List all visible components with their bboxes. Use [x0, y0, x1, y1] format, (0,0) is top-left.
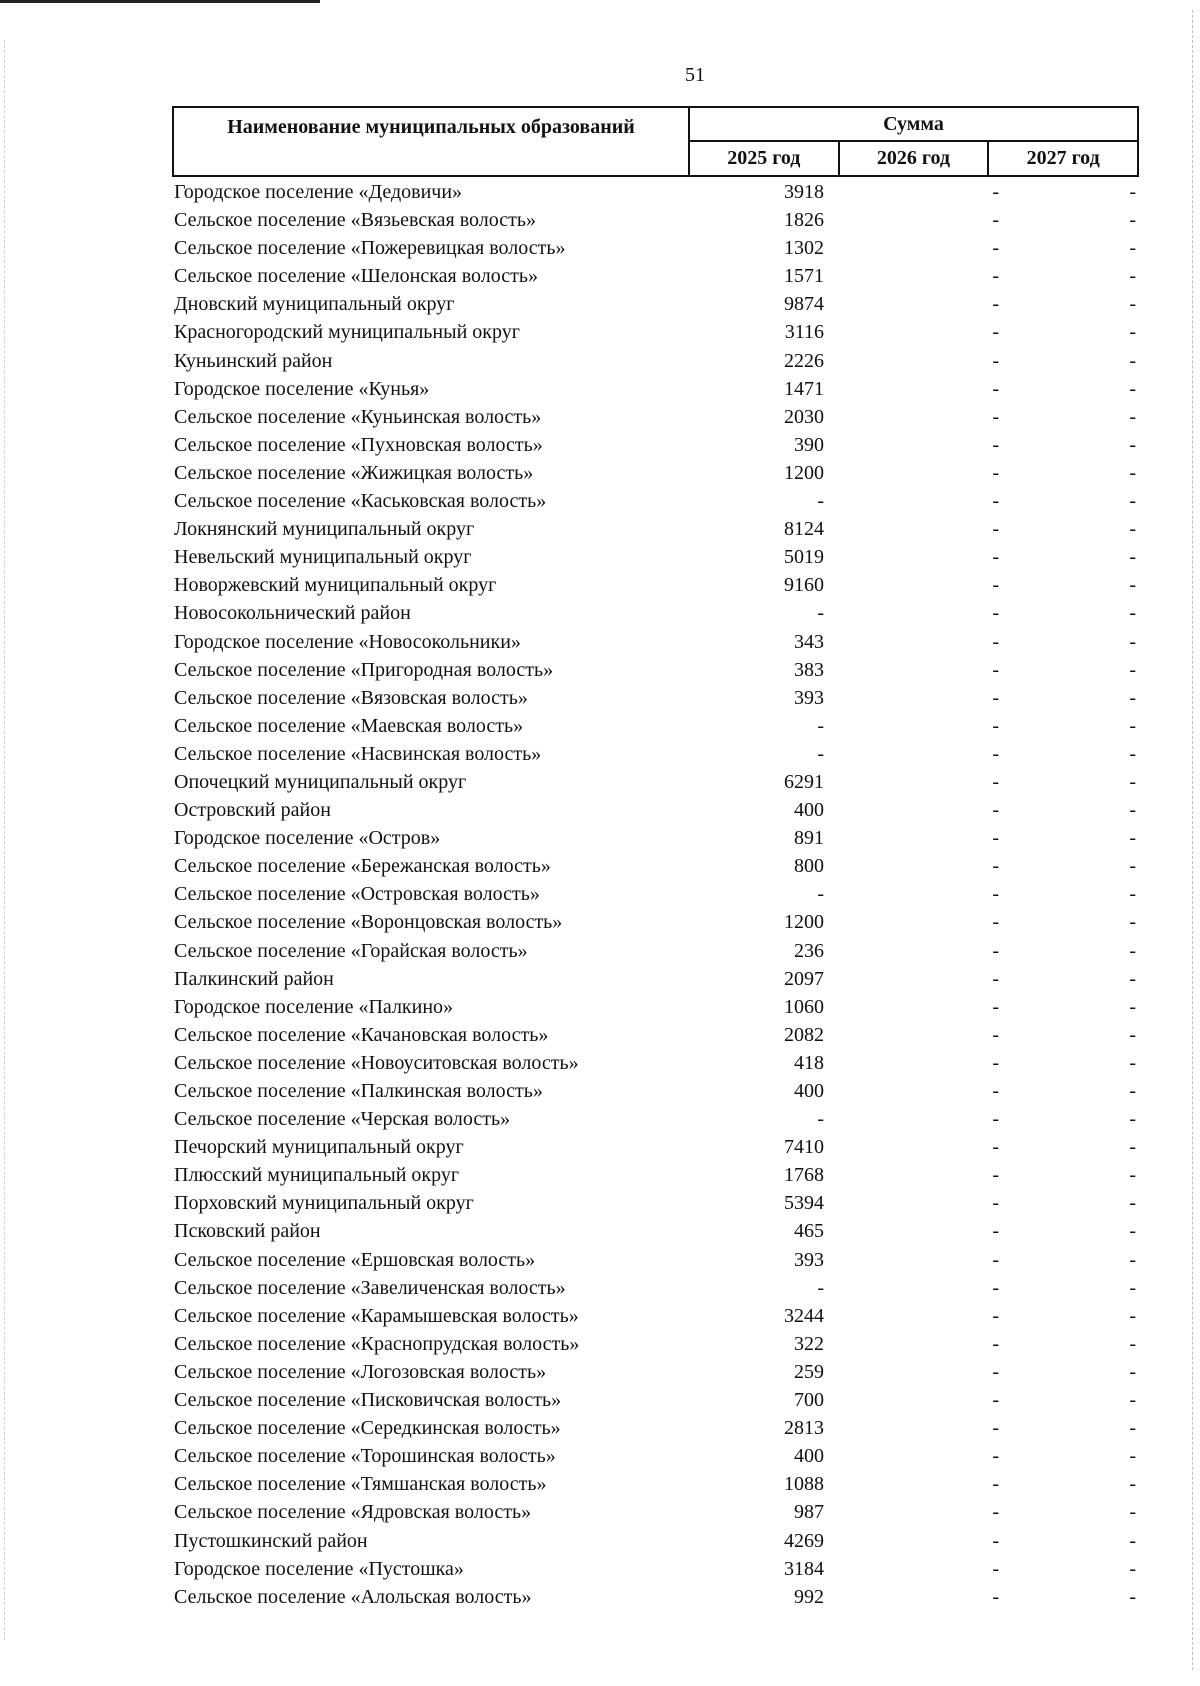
value-2025: 3184: [784, 1557, 824, 1580]
value-2027: -: [1129, 1080, 1136, 1102]
value-2027: -: [1129, 1501, 1136, 1524]
value-2025: 2226: [784, 349, 824, 372]
value-2027: -: [1129, 911, 1136, 934]
value-2025: 3918: [784, 181, 824, 203]
value-2027: -: [1129, 1164, 1136, 1187]
municipality-name: Сельское поселение «Насвинская волость»: [174, 742, 542, 765]
value-2027: -: [1129, 1389, 1136, 1412]
value-2027: -: [1129, 433, 1136, 456]
value-2025: 700: [794, 1389, 824, 1412]
value-2025: 1768: [784, 1164, 824, 1187]
municipality-name: Сельское поселение «Писковичская волость»: [174, 1389, 562, 1412]
value-2026: -: [992, 1557, 999, 1580]
value-2026: -: [992, 209, 999, 232]
value-2025: 6291: [784, 770, 824, 793]
value-2026: -: [992, 714, 999, 737]
municipality-name: Сельское поселение «Горайская волость»: [174, 939, 528, 962]
table-row: [174, 234, 1154, 262]
value-2027: -: [1129, 1304, 1136, 1327]
value-2026: -: [992, 1445, 999, 1468]
table-row: [174, 1189, 1154, 1217]
table-row: [174, 1133, 1154, 1161]
table-row: [174, 571, 1154, 599]
table-row: [174, 1049, 1154, 1077]
value-2026: -: [992, 1529, 999, 1552]
value-2027: -: [1129, 742, 1136, 765]
municipality-name: Сельское поселение «Качановская волость»: [174, 1023, 549, 1046]
value-2025: 8124: [784, 518, 824, 541]
value-2025: 393: [794, 686, 824, 709]
header-year-2025: 2025 год: [689, 141, 839, 176]
value-2027: -: [1129, 405, 1136, 428]
value-2025: -: [817, 1108, 824, 1131]
table-row: [174, 206, 1154, 234]
municipality-name: Сельское поселение «Шелонская волость»: [174, 265, 538, 288]
table-body: [174, 178, 1154, 1611]
value-2027: -: [1129, 883, 1136, 906]
value-2026: -: [992, 321, 999, 344]
value-2026: -: [992, 1080, 999, 1102]
value-2025: 987: [794, 1501, 824, 1524]
value-2026: -: [992, 855, 999, 878]
table-row: [174, 1021, 1154, 1049]
value-2027: -: [1129, 518, 1136, 541]
value-2027: -: [1129, 293, 1136, 316]
value-2025: -: [817, 490, 824, 513]
value-2026: -: [992, 967, 999, 990]
value-2027: -: [1129, 237, 1136, 260]
value-2027: -: [1129, 1248, 1136, 1271]
value-2026: -: [992, 770, 999, 793]
municipality-name: Печорский муниципальный округ: [174, 1136, 464, 1159]
value-2026: -: [992, 1473, 999, 1496]
municipality-name: Сельское поселение «Каськовская волость»: [174, 490, 547, 513]
table-row: [174, 375, 1154, 403]
municipality-name: Сельское поселение «Алольская волость»: [174, 1585, 532, 1608]
table-row: [174, 1161, 1154, 1189]
table-header: [172, 106, 1139, 177]
value-2027: -: [1129, 602, 1136, 625]
table-row: [174, 1246, 1154, 1274]
municipality-name: Сельское поселение «Логозовская волость»: [174, 1360, 547, 1383]
value-2027: -: [1129, 939, 1136, 962]
value-2026: -: [992, 293, 999, 316]
value-2025: 418: [794, 1051, 824, 1074]
value-2025: 7410: [784, 1136, 824, 1159]
value-2026: -: [992, 686, 999, 709]
value-2027: -: [1129, 1108, 1136, 1131]
table-row: [174, 712, 1154, 740]
municipality-name: Городское поселение «Палкино»: [174, 995, 454, 1018]
table-row: [174, 908, 1154, 936]
municipality-name: Плюсский муниципальный округ: [174, 1164, 460, 1187]
value-2025: 1060: [784, 995, 824, 1018]
table-row: [174, 852, 1154, 880]
value-2026: -: [992, 827, 999, 850]
value-2027: -: [1129, 658, 1136, 681]
value-2026: -: [992, 405, 999, 428]
table-row: [174, 1077, 1154, 1105]
value-2027: -: [1129, 1192, 1136, 1215]
value-2027: -: [1129, 1220, 1136, 1243]
table-row: [174, 347, 1154, 375]
value-2025: -: [817, 714, 824, 737]
value-2026: -: [992, 1276, 999, 1299]
value-2026: -: [992, 377, 999, 400]
value-2027: -: [1129, 799, 1136, 822]
value-2025: 9874: [784, 293, 824, 316]
table-row: [174, 1583, 1154, 1611]
value-2025: 2082: [784, 1023, 824, 1046]
value-2026: -: [992, 1304, 999, 1327]
municipality-name: Сельское поселение «Пригородная волость»: [174, 658, 554, 681]
value-2026: -: [992, 490, 999, 513]
value-2027: -: [1129, 209, 1136, 232]
table-row: [174, 487, 1154, 515]
header-name-column: Наименование муниципальных образований: [173, 107, 689, 176]
value-2026: -: [992, 630, 999, 653]
table-row: [174, 993, 1154, 1021]
value-2027: -: [1129, 714, 1136, 737]
value-2026: -: [992, 939, 999, 962]
value-2027: -: [1129, 546, 1136, 569]
value-2025: -: [817, 1276, 824, 1299]
value-2025: 800: [794, 855, 824, 878]
page-number: 51: [685, 64, 705, 86]
value-2027: -: [1129, 321, 1136, 344]
value-2027: -: [1129, 995, 1136, 1018]
table-row: [174, 1498, 1154, 1526]
municipality-name: Сельское поселение «Середкинская волость»: [174, 1417, 561, 1440]
scan-edge-top: [0, 0, 320, 3]
municipality-name: Сельское поселение «Краснопрудская волость»: [174, 1332, 580, 1355]
value-2027: -: [1129, 461, 1136, 484]
value-2026: -: [992, 574, 999, 597]
municipality-name: Сельское поселение «Жижицкая волость»: [174, 461, 534, 484]
value-2026: -: [992, 883, 999, 906]
value-2027: -: [1129, 770, 1136, 793]
value-2025: 383: [794, 658, 824, 681]
value-2026: -: [992, 1164, 999, 1187]
value-2025: 3244: [784, 1304, 824, 1327]
scan-edge-right: [1192, 10, 1194, 1670]
value-2026: -: [992, 349, 999, 372]
municipality-name: Городское поселение «Новосокольники»: [174, 630, 521, 653]
municipality-name: Сельское поселение «Маевская волость»: [174, 714, 524, 737]
municipality-name: Псковский район: [174, 1220, 321, 1243]
table-row: [174, 1414, 1154, 1442]
value-2027: -: [1129, 1557, 1136, 1580]
value-2026: -: [992, 1192, 999, 1215]
municipality-name: Сельское поселение «Палкинская волость»: [174, 1080, 543, 1102]
value-2025: 465: [794, 1220, 824, 1243]
table-row: [174, 318, 1154, 346]
municipality-name: Сельское поселение «Воронцовская волость»: [174, 911, 563, 934]
value-2026: -: [992, 995, 999, 1018]
table-row: [174, 599, 1154, 627]
value-2026: -: [992, 237, 999, 260]
scan-edge-left: [4, 40, 6, 1640]
municipality-name: Сельское поселение «Бережанская волость»: [174, 855, 551, 878]
table-row: [174, 403, 1154, 431]
value-2025: 1200: [784, 461, 824, 484]
value-2026: -: [992, 1417, 999, 1440]
value-2025: 2097: [784, 967, 824, 990]
table-row: [174, 1274, 1154, 1302]
table-row: [174, 431, 1154, 459]
value-2027: -: [1129, 1360, 1136, 1383]
value-2025: 1826: [784, 209, 824, 232]
header-year-2027: 2027 год: [988, 141, 1138, 176]
value-2025: 343: [794, 630, 824, 653]
municipality-name: Сельское поселение «Вязьевская волость»: [174, 209, 536, 232]
value-2025: 5019: [784, 546, 824, 569]
value-2025: 992: [794, 1585, 824, 1608]
value-2026: -: [992, 181, 999, 203]
municipality-name: Порховский муниципальный округ: [174, 1192, 474, 1215]
table-row: [174, 1105, 1154, 1133]
municipality-name: Невельский муниципальный округ: [174, 546, 472, 569]
value-2027: -: [1129, 490, 1136, 513]
value-2027: -: [1129, 377, 1136, 400]
municipality-name: Островский район: [174, 799, 331, 822]
value-2025: 9160: [784, 574, 824, 597]
value-2026: -: [992, 265, 999, 288]
value-2027: -: [1129, 630, 1136, 653]
table-row: [174, 740, 1154, 768]
value-2026: -: [992, 1136, 999, 1159]
value-2026: -: [992, 1585, 999, 1608]
value-2026: -: [992, 1220, 999, 1243]
table-row: [174, 459, 1154, 487]
value-2026: -: [992, 546, 999, 569]
value-2025: 259: [794, 1360, 824, 1383]
table-row: [174, 628, 1154, 656]
value-2026: -: [992, 742, 999, 765]
municipality-name: Сельское поселение «Торошинская волость»: [174, 1445, 556, 1468]
table-row: [174, 1442, 1154, 1470]
municipality-name: Сельское поселение «Новоуситовская волость»: [174, 1051, 579, 1074]
value-2027: -: [1129, 574, 1136, 597]
municipality-name: Куньинский район: [174, 349, 333, 372]
value-2026: -: [992, 1051, 999, 1074]
table-row: [174, 1555, 1154, 1583]
table-row: [174, 796, 1154, 824]
value-2025: 236: [794, 939, 824, 962]
value-2025: 400: [794, 799, 824, 822]
municipality-name: Сельское поселение «Пухновская волость»: [174, 433, 543, 456]
value-2027: -: [1129, 1529, 1136, 1552]
table-row: [174, 824, 1154, 852]
header-year-2026: 2026 год: [839, 141, 989, 176]
value-2026: -: [992, 602, 999, 625]
table-row: [174, 290, 1154, 318]
value-2026: -: [992, 1332, 999, 1355]
value-2026: -: [992, 1501, 999, 1524]
value-2025: -: [817, 602, 824, 625]
municipality-name: Сельское поселение «Тямшанская волость»: [174, 1473, 547, 1496]
value-2027: -: [1129, 1136, 1136, 1159]
municipality-name: Локнянский муниципальный округ: [174, 518, 475, 541]
value-2027: -: [1129, 349, 1136, 372]
value-2025: 5394: [784, 1192, 824, 1215]
value-2027: -: [1129, 1051, 1136, 1074]
table-row: [174, 1358, 1154, 1386]
value-2026: -: [992, 518, 999, 541]
table-row: [174, 656, 1154, 684]
municipality-name: Городское поселение «Пустошка»: [174, 1557, 464, 1580]
municipality-name: Новосокольнический район: [174, 602, 411, 625]
value-2025: 1571: [784, 265, 824, 288]
value-2025: 4269: [784, 1529, 824, 1552]
table-row: [174, 1302, 1154, 1330]
table-row: [174, 178, 1154, 206]
municipality-name: Опочецкий муниципальный округ: [174, 770, 467, 793]
value-2026: -: [992, 1108, 999, 1131]
municipality-name: Сельское поселение «Островская волость»: [174, 883, 540, 906]
table-row: [174, 515, 1154, 543]
municipality-name: Сельское поселение «Ершовская волость»: [174, 1248, 536, 1271]
municipality-name: Новоржевский муниципальный округ: [174, 574, 497, 597]
municipality-name: Сельское поселение «Ядровская волость»: [174, 1501, 532, 1524]
value-2025: 400: [794, 1445, 824, 1468]
municipality-name: Городское поселение «Дедовичи»: [174, 181, 463, 203]
municipality-name: Сельское поселение «Черская волость»: [174, 1108, 511, 1131]
value-2025: 1471: [784, 377, 824, 400]
value-2027: -: [1129, 1473, 1136, 1496]
value-2027: -: [1129, 855, 1136, 878]
value-2026: -: [992, 911, 999, 934]
table-row: [174, 684, 1154, 712]
value-2025: 400: [794, 1080, 824, 1102]
municipality-name: Сельское поселение «Вязовская волость»: [174, 686, 528, 709]
value-2027: -: [1129, 1585, 1136, 1608]
value-2026: -: [992, 799, 999, 822]
table-row: [174, 262, 1154, 290]
value-2025: 3116: [784, 321, 824, 344]
value-2026: -: [992, 1248, 999, 1271]
value-2027: -: [1129, 827, 1136, 850]
value-2027: -: [1129, 1332, 1136, 1355]
value-2026: -: [992, 1023, 999, 1046]
table-row: [174, 880, 1154, 908]
value-2025: 891: [794, 827, 824, 850]
table-row: [174, 768, 1154, 796]
value-2027: -: [1129, 1023, 1136, 1046]
value-2025: 1302: [784, 237, 824, 260]
value-2025: 1200: [784, 911, 824, 934]
value-2027: -: [1129, 181, 1136, 203]
value-2027: -: [1129, 967, 1136, 990]
table-row: [174, 965, 1154, 993]
value-2025: -: [817, 883, 824, 906]
table-row: [174, 1386, 1154, 1414]
value-2027: -: [1129, 1276, 1136, 1299]
municipality-name: Городское поселение «Кунья»: [174, 377, 430, 400]
municipality-name: Сельское поселение «Завеличенская волость»: [174, 1276, 566, 1299]
value-2026: -: [992, 1360, 999, 1383]
value-2027: -: [1129, 265, 1136, 288]
table-row: [174, 1217, 1154, 1245]
value-2025: 1088: [784, 1473, 824, 1496]
municipality-name: Палкинский район: [174, 967, 334, 990]
value-2025: -: [817, 742, 824, 765]
table-row: [174, 543, 1154, 571]
value-2025: 2813: [784, 1417, 824, 1440]
value-2026: -: [992, 658, 999, 681]
municipality-name: Сельское поселение «Карамышевская волость»: [174, 1304, 579, 1327]
municipality-name: Красногородский муниципальный округ: [174, 321, 520, 344]
value-2027: -: [1129, 686, 1136, 709]
value-2025: 322: [794, 1332, 824, 1355]
municipality-name: Пустошкинский район: [174, 1529, 368, 1552]
municipality-name: Дновский муниципальный округ: [174, 293, 455, 316]
municipality-name: Городское поселение «Остров»: [174, 827, 441, 850]
value-2026: -: [992, 1389, 999, 1412]
table-row: [174, 1470, 1154, 1498]
value-2027: -: [1129, 1445, 1136, 1468]
table-row: [174, 1527, 1154, 1555]
value-2026: -: [992, 461, 999, 484]
value-2027: -: [1129, 1417, 1136, 1440]
value-2025: 390: [794, 433, 824, 456]
table-row: [174, 937, 1154, 965]
value-2026: -: [992, 433, 999, 456]
value-2025: 2030: [784, 405, 824, 428]
municipality-name: Сельское поселение «Пожеревицкая волость»: [174, 237, 566, 260]
header-sum: Сумма: [689, 107, 1138, 141]
municipality-name: Сельское поселение «Куньинская волость»: [174, 405, 542, 428]
table-row: [174, 1330, 1154, 1358]
value-2025: 393: [794, 1248, 824, 1271]
